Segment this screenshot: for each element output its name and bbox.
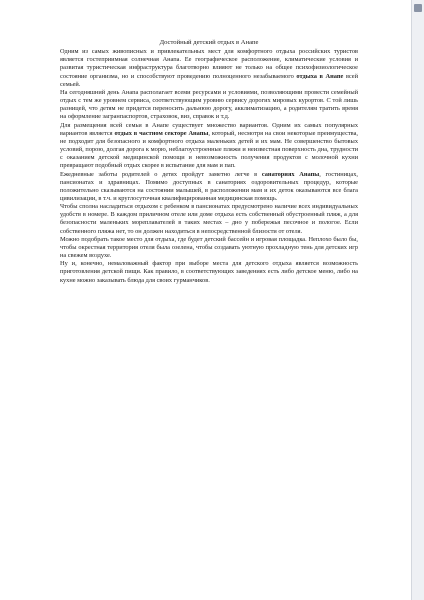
paragraph-text: Одним из самых живописных и привлекательных мест для комфортного отдыха российских туристов является гостеприимная солнечная Анапа. Ее географическое расположение, климатические условия и развитая туристическая инфраструктура благотворно влияют не только на общее психофизиологическое состояние организма, но и способствуют проведению полноценного незабываемого bbox=[60, 48, 358, 80]
paragraph-text: Можно подобрать такое место для отдыха, где будет детский бассейн и игровая площадка. Неплохо было бы, чтобы окрестная территория отеля была озелена, чтобы создавать уютную прохладную тень для детских игр на свежем воздухе. bbox=[60, 235, 358, 260]
paragraph-text: , который, несмотря на свои некоторые преимущества, не подходит для безопасного и комфортного отдыха маленьких детей и их мам. Не совершенство бытовых условий, порою, долгая дорога к морю, неблагоустроенные пляжи и неизвестная поверхность дна, трудности с оказанием детской медицинской помощи и невозможность получения продуктов с молочной кухни превращают подобный отдых скорее в испытание для мам и пап. bbox=[60, 129, 358, 170]
paragraph bbox=[60, 48, 358, 89]
paragraph-text: Ну и, конечно, немаловажный фактор при выборе места для детского отдыха является возможность приготовления детской пищи. Как правило, в соответствующих заведениях есть либо детское меню, либо на кухне можно заказывать блюда для своих гурманчиков. bbox=[60, 260, 358, 284]
watermark-logo-icon bbox=[414, 4, 422, 12]
vertical-watermark-text bbox=[413, 16, 423, 596]
viewer-side-strip bbox=[411, 0, 424, 600]
paragraph bbox=[60, 122, 358, 171]
paragraph bbox=[60, 236, 358, 260]
bold-keyword: санаториях Анапы bbox=[261, 170, 320, 178]
paragraph bbox=[60, 260, 358, 284]
document-title: Достойный детский отдых в Анапе bbox=[159, 39, 259, 46]
paragraph-text: всей семьей. bbox=[60, 72, 359, 88]
paragraph bbox=[60, 203, 358, 236]
paragraph-text: Для размещения всей семьи в Анапе существует множество вариантов. Одним их самых популярных вариантов является bbox=[60, 121, 358, 137]
paragraph bbox=[60, 89, 358, 122]
paragraph bbox=[60, 171, 358, 204]
paragraph-text: Ежедневные заботы родителей о детях пройдут заметно легче в bbox=[60, 170, 262, 178]
document-body bbox=[60, 39, 358, 285]
bold-keyword: отдых в частном секторе Анапы bbox=[114, 129, 209, 137]
bold-keyword: отдыха в Анапе bbox=[296, 72, 344, 80]
paragraph-text: Чтобы сполна насладиться отдыхом с ребенком в пансионатах предусмотрено наличие всех индивидуальных удобств в номере. В каждом приличном отеле или доме отдыха есть собственный обустроенный пляж, а для безопасности маленьких мореплавателей в таких местах – дно у побережья песочное и пологое. Если собственного пляжа нет, то он должен находиться в непосредственной близости от отеля. bbox=[60, 203, 358, 235]
paragraph-list bbox=[60, 48, 358, 285]
paragraph-text: На сегодняшний день Анапа располагает всеми ресурсами и условиями, позволяющими провести семейный отдых с тем же уровнем сервиса, соответствующим уровню сервису дорогих мировых курортов. С той лишь разницей, что детям не придется переносить дальнюю дорогу, акклиматизацию, а родителям тратить время на оформление загранпаспортов, страховок, виз, справок и т.д. bbox=[60, 88, 358, 121]
paragraph-text: , гостиницах, пансионатах и здравницах. Помимо доступных в санаториях оздоровительных процедур, которые положительно сказываются на состоянии малышей, в расположении мам и их деток оказываются все блага цивилизации, в т.ч. и круглосуточная квалифицированная медицинская помощь. bbox=[60, 170, 358, 202]
